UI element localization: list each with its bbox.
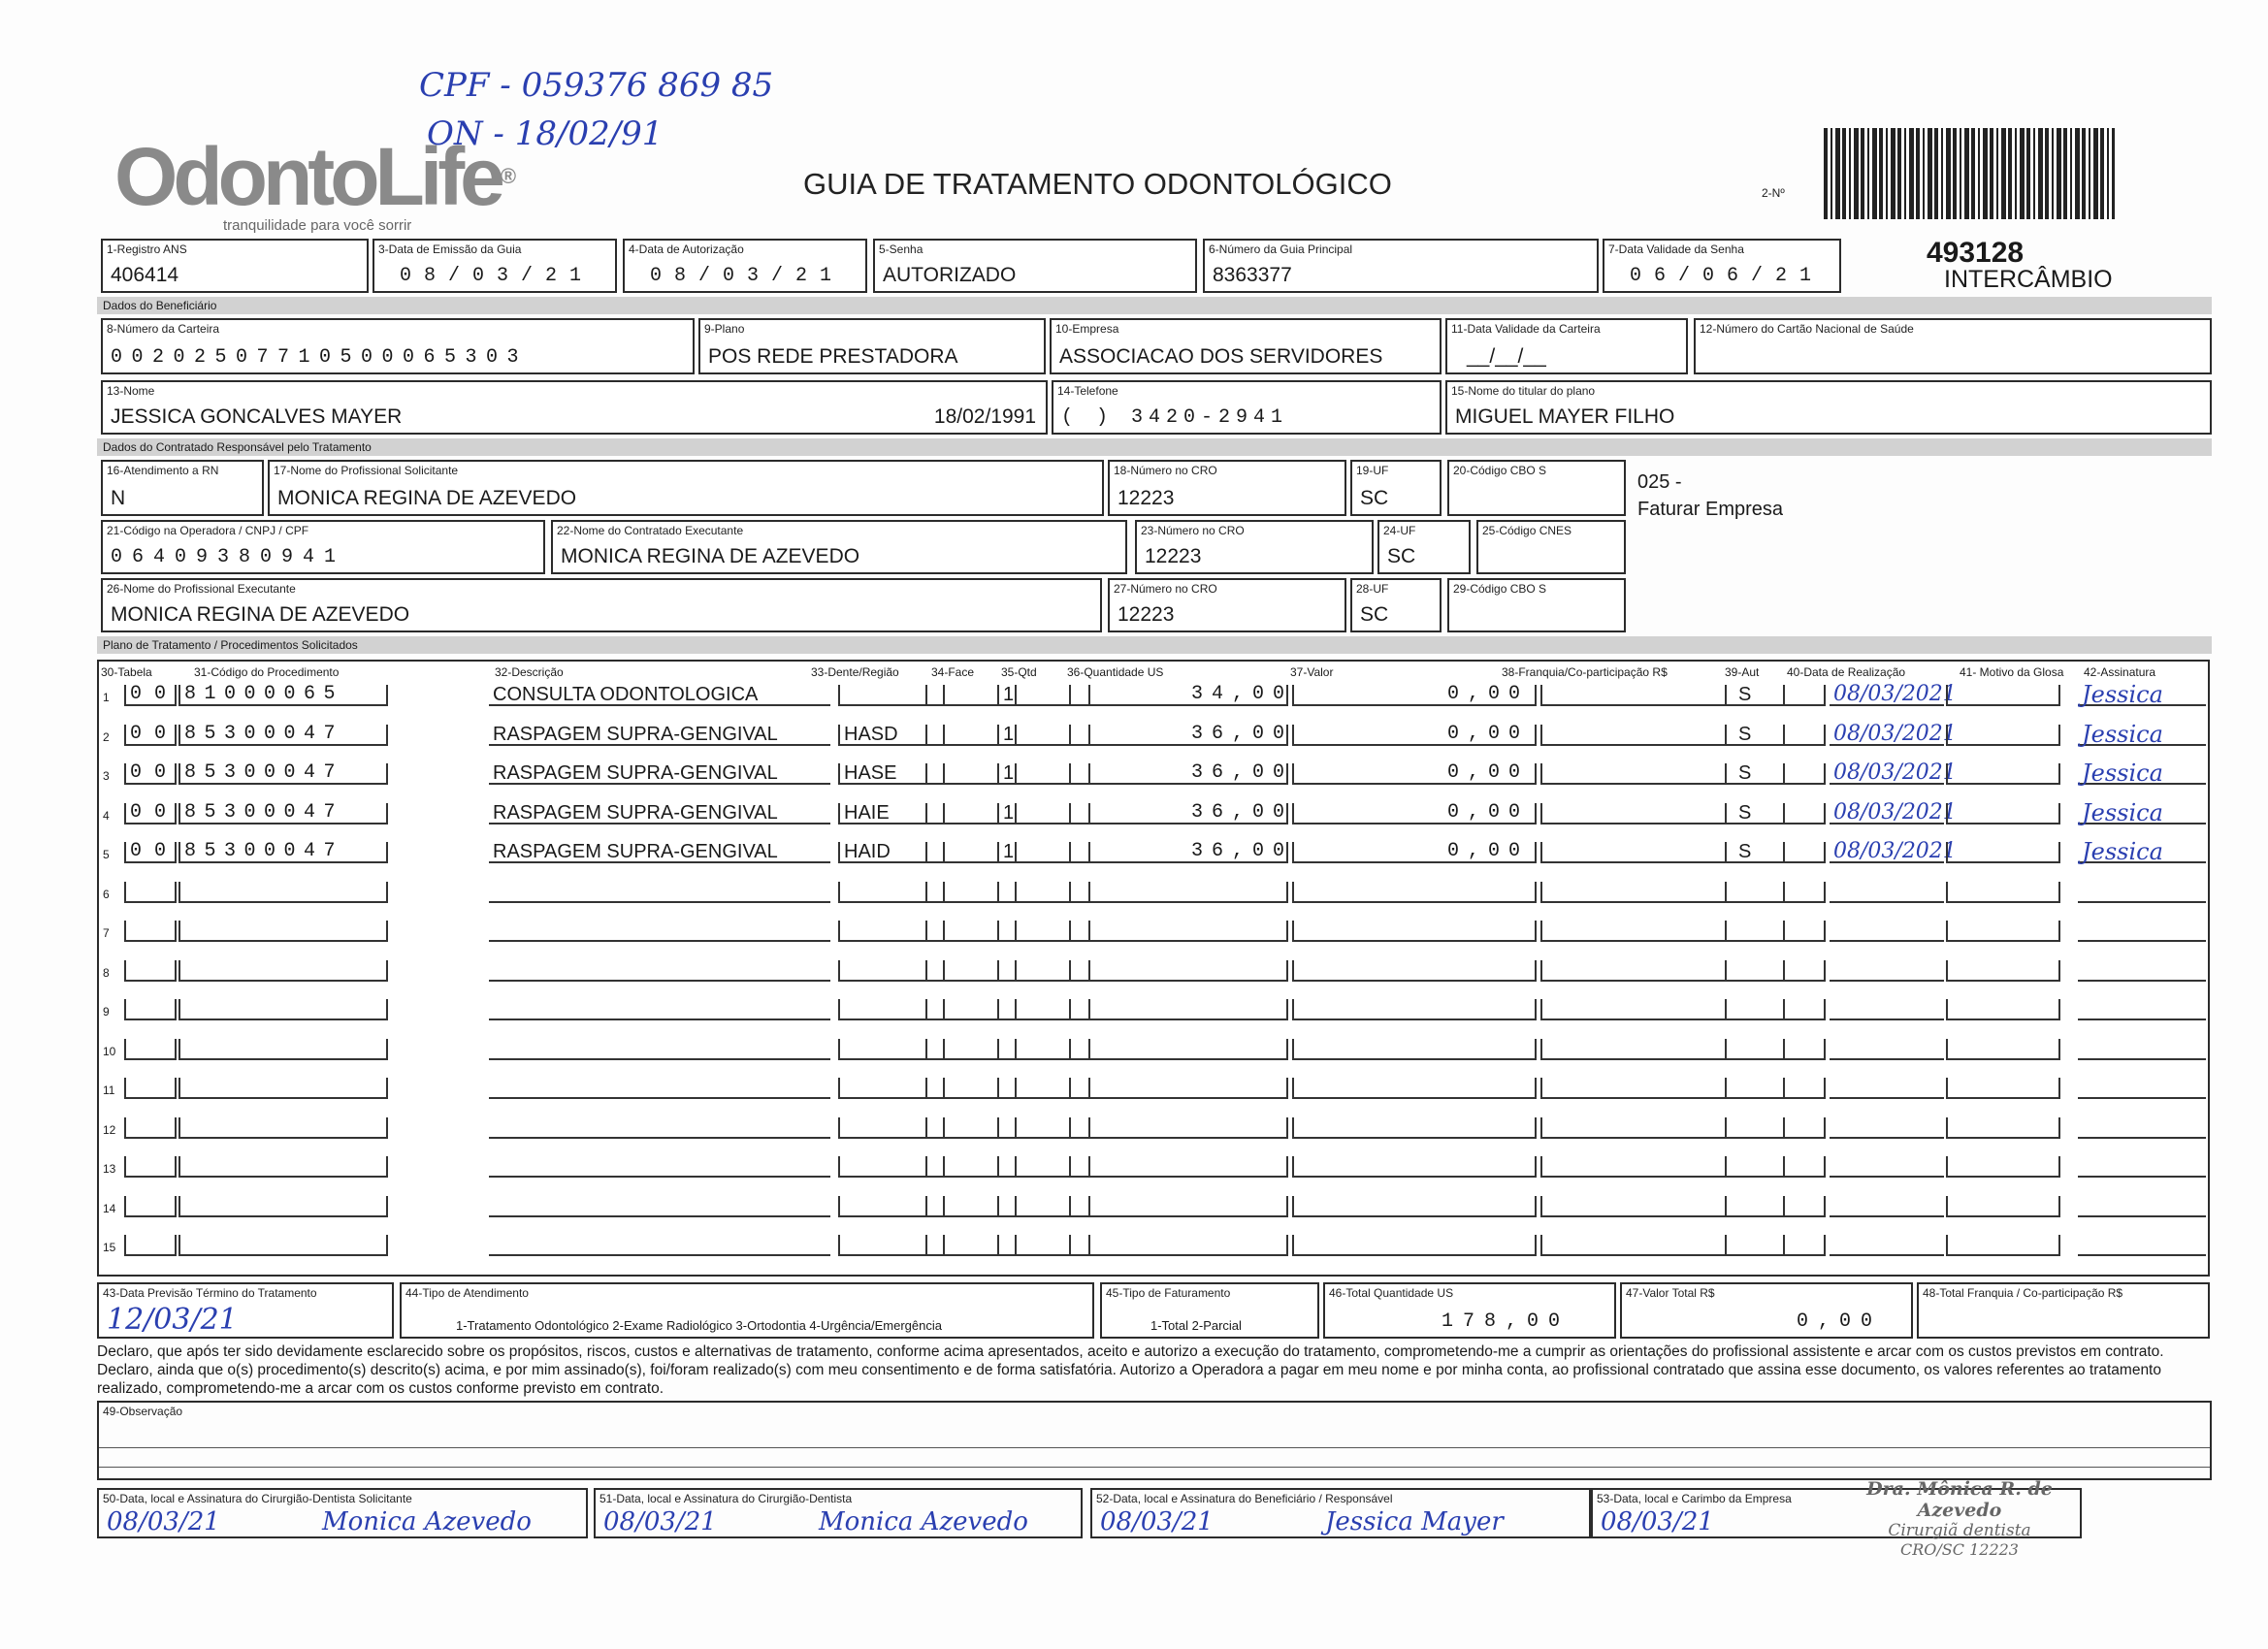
procedure-descricao-cell[interactable]	[489, 1235, 830, 1256]
signature-beneficiario[interactable]: 52-Data, local e Assinatura do Beneficiário / Responsável 08/03/21 Jessica Mayer	[1090, 1488, 1591, 1538]
procedure-assinatura-cell[interactable]	[2078, 1235, 2206, 1256]
field-registro-ans[interactable]: 1-Registro ANS 406414	[101, 239, 369, 293]
procedure-tabela-cell[interactable]: 00	[124, 803, 177, 824]
procedure-tabela-cell[interactable]: 00	[124, 725, 177, 746]
field-uf-profissional[interactable]: 28-UF SC	[1350, 578, 1442, 632]
field-contratado-executante[interactable]: 22-Nome do Contratado Executante MONICA REGINA DE AZEVEDO	[551, 520, 1127, 574]
header-valor: 37-Valor	[1290, 665, 1334, 679]
field-numero-carteira[interactable]: 8-Número da Carteira 00202507710500065303	[101, 318, 695, 374]
procedure-aut-cell[interactable]	[1725, 1117, 1826, 1139]
procedure-assinatura-cell[interactable]	[2078, 882, 2206, 903]
procedure-assinatura-cell[interactable]	[2078, 1156, 2206, 1178]
procedure-tabela-cell[interactable]	[124, 921, 177, 942]
procedure-glosa-cell[interactable]	[1946, 803, 2060, 824]
procedure-row	[99, 1068, 2208, 1107]
field-profissional-solicitante[interactable]: 17-Nome do Profissional Solicitante MONICA REGINA DE AZEVEDO	[268, 460, 1104, 516]
procedure-us-cell[interactable]	[1069, 1078, 1288, 1099]
procedure-descricao-cell[interactable]: RASPAGEM SUPRA-GENGIVAL	[489, 725, 830, 746]
declaration-text: Declaro, que após ter sido devidamente esclarecido sobre os propósitos, riscos, custos e alternativas de tratamento, conforme acima apresentados, aceito e autorizo a execução do tratamento, comprometendo-me a cumprir as orientações do profissional assistente e arcar com os custos previstos em contrato. Declaro, ainda que o(s) procedimento(s) descrito(s) acima, e por mim assinado(s), foi/foram realizado(s) com meu consentimento e de forma satisfatória. Autorizo a Operadora a pagar em meu nome e por minha conta, ao profissional contratado que assina esse documento, os valores referentes ao tratamento realizado, comprometendo-me a arcar com os custos conforme previsto em contrato.	[97, 1343, 2164, 1397]
row-number: 11	[103, 1083, 115, 1097]
faturar-empresa-note: Faturar Empresa	[1637, 499, 1784, 520]
procedure-aut-cell[interactable]	[1725, 1235, 1826, 1256]
procedure-dente-cell[interactable]: HASE	[838, 763, 945, 785]
procedure-tabela-cell[interactable]: 00	[124, 763, 177, 785]
procedure-valor-cell[interactable]: 0,00	[1292, 803, 1537, 824]
field-plano[interactable]: 9-Plano POS REDE PRESTADORA	[698, 318, 1046, 374]
signature-dentista-solicitante[interactable]: 50-Data, local e Assinatura do Cirurgião-Dentista Solicitante 08/03/21 Monica Azevedo	[97, 1488, 588, 1538]
procedure-descricao-cell[interactable]: RASPAGEM SUPRA-GENGIVAL	[489, 842, 830, 863]
field-data-previsao[interactable]: 43-Data Previsão Término do Tratamento 12/03/21	[97, 1282, 394, 1339]
field-cnes[interactable]: 25-Código CNES	[1476, 520, 1626, 574]
procedure-row	[99, 911, 2208, 950]
guia-number-label: 2-Nº	[1762, 186, 1785, 200]
field-titular[interactable]: 15-Nome do titular do plano MIGUEL MAYER FILHO	[1445, 380, 2212, 435]
procedure-codigo-cell[interactable]	[178, 1078, 388, 1099]
procedure-valor-cell[interactable]: 0,00	[1292, 842, 1537, 863]
procedure-row	[99, 1186, 2208, 1225]
procedure-aut-cell[interactable]	[1725, 921, 1826, 942]
procedure-glosa-cell[interactable]	[1946, 1117, 2060, 1139]
header-codigo: 31-Código do Procedimento	[194, 665, 340, 679]
procedure-row	[99, 715, 2208, 754]
procedure-us-cell[interactable]	[1069, 1235, 1288, 1256]
field-tipo-faturamento[interactable]: 45-Tipo de Faturamento 1-Total 2-Parcial	[1100, 1282, 1319, 1339]
procedure-aut-cell[interactable]: S	[1725, 763, 1826, 785]
procedure-assinatura-cell[interactable]: Jessica	[2078, 803, 2206, 824]
row-number: 1	[103, 691, 110, 704]
row-number: 10	[103, 1044, 116, 1058]
field-validade-senha[interactable]: 7-Data Validade da Senha 06/06/21	[1603, 239, 1841, 293]
procedure-assinatura-cell[interactable]	[2078, 960, 2206, 982]
procedure-aut-cell[interactable]	[1725, 1039, 1826, 1060]
procedure-glosa-cell[interactable]	[1946, 763, 2060, 785]
procedure-data-cell[interactable]	[1830, 1235, 1944, 1256]
row-number: 9	[103, 1005, 110, 1018]
header-tabela: 30-Tabela	[101, 665, 152, 679]
procedure-us-cell[interactable]: 36,00	[1069, 842, 1288, 863]
field-tipo-atendimento[interactable]: 44-Tipo de Atendimento 1-Tratamento Odontológico 2-Exame Radiológico 3-Ortodontia 4-Urgência/Emergência	[400, 1282, 1094, 1339]
header-descricao: 32-Descrição	[495, 665, 564, 679]
procedure-assinatura-cell[interactable]	[2078, 999, 2206, 1020]
header-face: 34-Face	[931, 665, 975, 679]
field-total-quantidade-us[interactable]: 46-Total Quantidade US 178,00	[1323, 1282, 1616, 1339]
procedure-glosa-cell[interactable]	[1946, 960, 2060, 982]
procedure-row	[99, 832, 2208, 871]
procedure-descricao-cell[interactable]	[489, 960, 830, 982]
procedure-aut-cell[interactable]	[1725, 999, 1826, 1020]
field-cbo-solicitante[interactable]: 20-Código CBO S	[1447, 460, 1626, 516]
row-number: 8	[103, 965, 110, 980]
procedure-codigo-cell[interactable]	[178, 1235, 388, 1256]
procedure-valor-cell[interactable]	[1292, 921, 1537, 942]
procedure-us-cell[interactable]	[1069, 882, 1288, 903]
row-number: 7	[103, 926, 110, 940]
field-observacao[interactable]: 49-Observação	[97, 1401, 2212, 1480]
header-dente: 33-Dente/Região	[811, 665, 899, 679]
faturar-code: 025 -	[1637, 471, 1682, 493]
procedure-assinatura-cell[interactable]	[2078, 1039, 2206, 1060]
procedure-codigo-cell[interactable]	[178, 1039, 388, 1060]
procedure-tabela-cell[interactable]	[124, 1196, 177, 1217]
field-cro-solicitante[interactable]: 18-Número no CRO 12223	[1108, 460, 1346, 516]
procedure-glosa-cell[interactable]	[1946, 1039, 2060, 1060]
field-atendimento-rn[interactable]: 16-Atendimento a RN N	[101, 460, 264, 516]
odontolife-logo: OdontoLife® tranquilidade para você sorrir	[114, 131, 512, 234]
barcode	[1824, 128, 2115, 219]
section-contratado: Dados do Contratado Responsável pelo Tratamento	[97, 438, 2212, 456]
procedure-aut-cell[interactable]: S	[1725, 842, 1826, 863]
procedure-codigo-cell[interactable]	[178, 882, 388, 903]
procedure-row	[99, 1147, 2208, 1185]
procedure-glosa-cell[interactable]	[1946, 882, 2060, 903]
procedure-data-cell[interactable]: 08/03/2021	[1830, 685, 1944, 706]
procedure-codigo-cell[interactable]: 81000065	[178, 685, 388, 706]
row-number: 4	[103, 808, 110, 823]
procedure-glosa-cell[interactable]	[1946, 1156, 2060, 1178]
procedure-us-cell[interactable]	[1069, 1156, 1288, 1178]
procedure-aut-cell[interactable]	[1725, 882, 1826, 903]
procedure-descricao-cell[interactable]	[489, 1039, 830, 1060]
field-guia-principal[interactable]: 6-Número da Guia Principal 8363377	[1203, 239, 1599, 293]
procedure-glosa-cell[interactable]	[1946, 685, 2060, 706]
procedure-row	[99, 1108, 2208, 1147]
procedure-valor-cell[interactable]	[1292, 1156, 1537, 1178]
procedure-descricao-cell[interactable]: RASPAGEM SUPRA-GENGIVAL	[489, 763, 830, 785]
procedure-aut-cell[interactable]	[1725, 960, 1826, 982]
logo-tagline: tranquilidade para você sorrir	[223, 217, 412, 234]
procedure-tabela-cell[interactable]: 00	[124, 685, 177, 706]
procedure-aut-cell[interactable]: S	[1725, 685, 1826, 706]
procedure-valor-cell[interactable]: 0,00	[1292, 725, 1537, 746]
procedure-data-cell[interactable]	[1830, 960, 1944, 982]
procedure-us-cell[interactable]: 36,00	[1069, 763, 1288, 785]
header-motivo-glosa: 41- Motivo da Glosa	[1960, 665, 2064, 679]
procedure-data-cell[interactable]: 08/03/2021	[1830, 725, 1944, 746]
field-cartao-nacional[interactable]: 12-Número do Cartão Nacional de Saúde	[1694, 318, 2212, 374]
header-qtd: 35-Qtd	[1001, 665, 1037, 679]
field-nome[interactable]: 13-Nome JESSICA GONCALVES MAYER 18/02/1991	[101, 380, 1048, 435]
procedure-qtd-cell[interactable]: 1	[997, 763, 1090, 785]
row-number: 5	[103, 848, 110, 861]
intercambio-label: INTERCÂMBIO	[1944, 266, 2113, 293]
procedure-dente-cell[interactable]: HAIE	[838, 803, 945, 824]
dentist-stamp: Dra. Mônica R. de Azevedo Cirurgiã dentista CRO/SC 12223	[1866, 1478, 2053, 1559]
form-title: GUIA DE TRATAMENTO ODONTOLÓGICO	[803, 167, 1392, 201]
procedure-us-cell[interactable]	[1069, 1117, 1288, 1139]
field-codigo-operadora[interactable]: 21-Código na Operadora / CNPJ / CPF 06409380941	[101, 520, 545, 574]
procedure-tabela-cell[interactable]	[124, 1117, 177, 1139]
procedure-assinatura-cell[interactable]	[2078, 1078, 2206, 1099]
row-number: 2	[103, 729, 110, 744]
header-data-realizacao: 40-Data de Realização	[1787, 665, 1906, 679]
procedure-descricao-cell[interactable]: RASPAGEM SUPRA-GENGIVAL	[489, 803, 830, 824]
procedure-valor-cell[interactable]	[1292, 960, 1537, 982]
procedure-us-cell[interactable]: 34,00	[1069, 685, 1288, 706]
procedure-tabela-cell[interactable]	[124, 1235, 177, 1256]
procedure-glosa-cell[interactable]	[1946, 1078, 2060, 1099]
handwritten-cpf: CPF - 059376 869 85	[419, 66, 774, 105]
procedure-aut-cell[interactable]: S	[1725, 725, 1826, 746]
procedure-codigo-cell[interactable]	[178, 1156, 388, 1178]
procedure-codigo-cell[interactable]	[178, 960, 388, 982]
field-cbo-profissional[interactable]: 29-Código CBO S	[1447, 578, 1626, 632]
row-number: 14	[103, 1201, 116, 1215]
procedure-tabela-cell[interactable]	[124, 999, 177, 1020]
procedure-aut-cell[interactable]: S	[1725, 803, 1826, 824]
procedure-assinatura-cell[interactable]	[2078, 921, 2206, 942]
procedure-valor-cell[interactable]: 0,00	[1292, 685, 1537, 706]
procedures-table	[97, 660, 2210, 1277]
guia-number: 493128	[1927, 237, 2025, 269]
procedure-tabela-cell[interactable]	[124, 1039, 177, 1060]
procedure-data-cell[interactable]	[1830, 1156, 1944, 1178]
procedure-qtd-cell[interactable]: 1	[997, 803, 1090, 824]
procedure-valor-cell[interactable]	[1292, 1235, 1537, 1256]
procedure-valor-cell[interactable]	[1292, 999, 1537, 1020]
procedure-tabela-cell[interactable]	[124, 1078, 177, 1099]
row-number: 6	[103, 887, 110, 901]
field-uf-solicitante[interactable]: 19-UF SC	[1350, 460, 1442, 516]
field-cro-profissional[interactable]: 27-Número no CRO 12223	[1108, 578, 1346, 632]
procedure-tabela-cell[interactable]	[124, 1156, 177, 1178]
procedure-glosa-cell[interactable]	[1946, 1235, 2060, 1256]
procedure-valor-cell[interactable]	[1292, 1039, 1537, 1060]
procedure-us-cell[interactable]	[1069, 999, 1288, 1020]
procedure-tabela-cell[interactable]: 00	[124, 842, 177, 863]
procedure-valor-cell[interactable]: 0,00	[1292, 763, 1537, 785]
procedure-data-cell[interactable]	[1830, 882, 1944, 903]
procedure-valor-cell[interactable]	[1292, 1117, 1537, 1139]
procedure-codigo-cell[interactable]	[178, 921, 388, 942]
procedure-row	[99, 793, 2208, 832]
procedure-dente-cell[interactable]: HAID	[838, 842, 945, 863]
procedure-codigo-cell[interactable]: 85300047	[178, 842, 388, 863]
procedure-aut-cell[interactable]	[1725, 1196, 1826, 1217]
section-plano-tratamento: Plano de Tratamento / Procedimentos Solicitados	[97, 636, 2212, 654]
procedure-valor-cell[interactable]	[1292, 1078, 1537, 1099]
row-number: 15	[103, 1241, 116, 1254]
procedure-us-cell[interactable]	[1069, 1196, 1288, 1217]
procedure-assinatura-cell[interactable]: Jessica	[2078, 763, 2206, 785]
procedure-descricao-cell[interactable]	[489, 999, 830, 1020]
procedure-row	[99, 951, 2208, 989]
procedure-data-cell[interactable]	[1830, 1078, 1944, 1099]
field-senha[interactable]: 5-Senha AUTORIZADO	[873, 239, 1197, 293]
procedure-glosa-cell[interactable]	[1946, 725, 2060, 746]
row-number: 3	[103, 769, 110, 783]
procedure-row	[99, 675, 2208, 714]
procedure-valor-cell[interactable]	[1292, 1196, 1537, 1217]
procedure-glosa-cell[interactable]	[1946, 1196, 2060, 1217]
procedure-data-cell[interactable]	[1830, 1039, 1944, 1060]
procedure-data-cell[interactable]	[1830, 1117, 1944, 1139]
header-franquia: 38-Franquia/Co-participação R$	[1502, 665, 1668, 679]
procedure-descricao-cell[interactable]	[489, 1156, 830, 1178]
field-uf-executante[interactable]: 24-UF SC	[1377, 520, 1471, 574]
procedure-assinatura-cell[interactable]	[2078, 1196, 2206, 1217]
procedure-assinatura-cell[interactable]: Jessica	[2078, 842, 2206, 863]
procedure-qtd-cell[interactable]: 1	[997, 842, 1090, 863]
procedure-row	[99, 989, 2208, 1028]
procedure-dente-cell[interactable]: HASD	[838, 725, 945, 746]
field-data-autorizacao[interactable]: 4-Data de Autorização 08/03/21	[623, 239, 867, 293]
procedure-assinatura-cell[interactable]: Jessica	[2078, 685, 2206, 706]
field-profissional-executante[interactable]: 26-Nome do Profissional Executante MONICA REGINA DE AZEVEDO	[101, 578, 1102, 632]
procedure-descricao-cell[interactable]	[489, 1196, 830, 1217]
procedure-data-cell[interactable]: 08/03/2021	[1830, 842, 1944, 863]
procedure-assinatura-cell[interactable]: Jessica	[2078, 725, 2206, 746]
procedure-aut-cell[interactable]	[1725, 1156, 1826, 1178]
procedure-codigo-cell[interactable]: 85300047	[178, 803, 388, 824]
procedure-us-cell[interactable]: 36,00	[1069, 725, 1288, 746]
procedure-tabela-cell[interactable]	[124, 960, 177, 982]
procedure-codigo-cell[interactable]: 85300047	[178, 763, 388, 785]
procedure-row	[99, 754, 2208, 792]
procedure-assinatura-cell[interactable]	[2078, 1117, 2206, 1139]
procedure-row	[99, 872, 2208, 911]
header-aut: 39-Aut	[1725, 665, 1760, 679]
procedure-descricao-cell[interactable]	[489, 1078, 830, 1099]
section-beneficiario: Dados do Beneficiário	[97, 297, 2212, 314]
procedure-data-cell[interactable]	[1830, 921, 1944, 942]
handwritten-on: ON - 18/02/91	[427, 114, 664, 153]
procedure-row	[99, 1225, 2208, 1264]
procedure-data-cell[interactable]	[1830, 1196, 1944, 1217]
field-telefone[interactable]: 14-Telefone ( ) 3420-2941	[1052, 380, 1442, 435]
field-validade-carteira[interactable]: 11-Data Validade da Carteira __/__/__	[1445, 318, 1688, 374]
procedure-valor-cell[interactable]	[1292, 882, 1537, 903]
procedure-qtd-cell[interactable]: 1	[997, 685, 1090, 706]
procedure-descricao-cell[interactable]	[489, 921, 830, 942]
procedure-us-cell[interactable]	[1069, 921, 1288, 942]
field-total-franquia[interactable]: 48-Total Franquia / Co-participação R$	[1917, 1282, 2210, 1339]
procedure-glosa-cell[interactable]	[1946, 921, 2060, 942]
procedure-data-cell[interactable]: 08/03/2021	[1830, 763, 1944, 785]
procedure-tabela-cell[interactable]	[124, 882, 177, 903]
procedure-descricao-cell[interactable]	[489, 1117, 830, 1139]
procedure-glosa-cell[interactable]	[1946, 999, 2060, 1020]
row-number: 13	[103, 1162, 116, 1176]
procedure-data-cell[interactable]: 08/03/2021	[1830, 803, 1944, 824]
procedure-descricao-cell[interactable]	[489, 882, 830, 903]
procedure-us-cell[interactable]	[1069, 1039, 1288, 1060]
procedure-aut-cell[interactable]	[1725, 1078, 1826, 1099]
birth-date: 18/02/1991	[933, 405, 1036, 428]
field-empresa[interactable]: 10-Empresa ASSOCIACAO DOS SERVIDORES	[1050, 318, 1442, 374]
procedure-codigo-cell[interactable]: 85300047	[178, 725, 388, 746]
procedure-glosa-cell[interactable]	[1946, 842, 2060, 863]
procedure-us-cell[interactable]	[1069, 960, 1288, 982]
procedure-codigo-cell[interactable]	[178, 1196, 388, 1217]
field-data-emissao[interactable]: 3-Data de Emissão da Guia 08/03/21	[373, 239, 617, 293]
procedure-descricao-cell[interactable]: CONSULTA ODONTOLOGICA	[489, 685, 830, 706]
procedure-codigo-cell[interactable]	[178, 1117, 388, 1139]
procedure-row	[99, 1029, 2208, 1068]
procedure-codigo-cell[interactable]	[178, 999, 388, 1020]
procedure-data-cell[interactable]	[1830, 999, 1944, 1020]
header-quantidade-us: 36-Quantidade US	[1067, 665, 1164, 679]
row-number: 12	[103, 1122, 116, 1137]
field-valor-total[interactable]: 47-Valor Total R$ 0,00	[1620, 1282, 1913, 1339]
signature-empresa[interactable]: 53-Data, local e Carimbo da Empresa 08/03/21	[1591, 1488, 2082, 1538]
field-cro-executante[interactable]: 23-Número no CRO 12223	[1135, 520, 1374, 574]
signature-dentista[interactable]: 51-Data, local e Assinatura do Cirurgião-Dentista 08/03/21 Monica Azevedo	[594, 1488, 1083, 1538]
procedure-us-cell[interactable]: 36,00	[1069, 803, 1288, 824]
procedure-qtd-cell[interactable]: 1	[997, 725, 1090, 746]
header-assinatura: 42-Assinatura	[2084, 665, 2156, 679]
